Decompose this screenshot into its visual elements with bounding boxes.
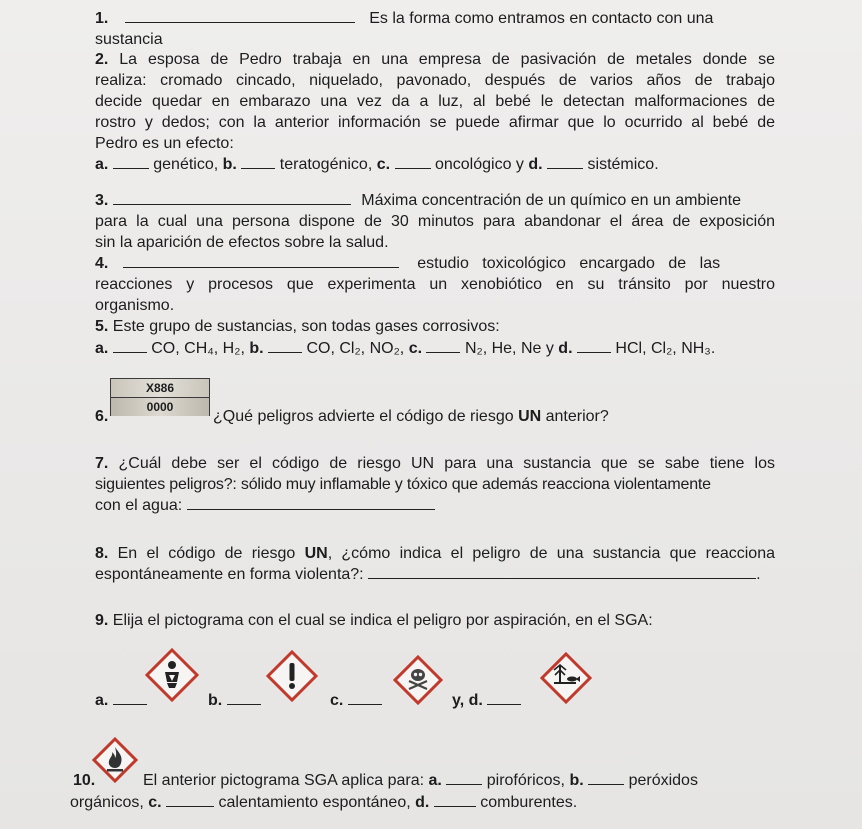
q6-text: ¿Qué peligros advierte el código de riesgo UN anterior? [213, 408, 609, 425]
q9-option-b-blank[interactable] [227, 690, 261, 705]
question-7 [95, 453, 775, 474]
question-4 [95, 253, 775, 274]
q10-line-1: El anterior pictograma SGA aplica para: a. pirofóricos, b. peróxidos [143, 772, 698, 789]
question-6 [95, 406, 775, 427]
exclamation-icon[interactable] [266, 650, 318, 702]
placard-un-number: 0000 [111, 397, 209, 416]
q10-number: 10. [73, 772, 96, 789]
q2-line-5: Pedro es un efecto: [95, 135, 234, 152]
q5-option-c-blank[interactable] [426, 338, 460, 353]
q1-text: Es la forma como entramos en contacto con una [369, 10, 714, 27]
q3-answer-blank[interactable] [113, 190, 351, 205]
q4-answer-blank[interactable] [123, 253, 399, 268]
q5-option-b-blank[interactable] [268, 338, 302, 353]
q4-line-2: reacciones y procesos que experimenta un xenobiótico en su tránsito por nuestro [95, 276, 775, 293]
q2-option-c-blank[interactable] [395, 154, 431, 169]
health-hazard-icon[interactable] [145, 648, 199, 702]
question-8: 8. En el código de riesgo UN, ¿cómo indica el peligro de una sustancia que reacciona [95, 545, 775, 562]
q5-option-a-blank[interactable] [113, 338, 147, 353]
q3-line-2: para la cual una persona dispone de 30 minutos para abandonar el área de exposición [95, 213, 775, 230]
q8-line-2: espontáneamente en forma violenta?: . [95, 566, 761, 583]
q2-option-a-blank[interactable] [113, 154, 149, 169]
q2-number: 2. [95, 51, 109, 68]
q2-option-c-text: oncológico y [434, 156, 524, 173]
q10-text: El anterior pictograma SGA aplica para: [143, 772, 425, 789]
q5-number: 5. [95, 318, 109, 335]
skull-crossbones-icon[interactable] [393, 655, 443, 705]
q2-option-b-blank[interactable] [241, 154, 275, 169]
q5-option-a-letter: a. [95, 340, 109, 357]
q2-option-a-text: genético, [153, 156, 219, 173]
question-1 [95, 8, 775, 29]
q5-option-d-text: HCl, Cl₂, NH₃. [615, 340, 716, 357]
q1-answer-blank[interactable] [125, 8, 355, 23]
q8-number: 8. [95, 545, 109, 562]
q3-number: 3. [95, 192, 109, 209]
q2-option-d-letter: d. [528, 156, 543, 173]
q2-line-3: decide quedar en embarazo una vez da a luz, al bebé le detectan malformaciones de [95, 93, 775, 110]
q7-answer-blank[interactable] [187, 495, 435, 510]
q10-option-d-blank[interactable] [434, 792, 476, 807]
q7-line-3: con el agua: [95, 495, 775, 516]
q10-option-b-blank[interactable] [588, 770, 624, 785]
q5-option-b-letter: b. [249, 340, 264, 357]
q5-option-d-letter: d. [558, 340, 573, 357]
worksheet-page: 1. Es la forma como entramos en contacto con una sustancia 2. La esposa de Pedro trabaja en una empresa de pasivación de metales donde se realiza: cromado cincado, niquelado, pavonado, después de varios años de trabajo decide quedar en embarazo una vez da a luz, al bebé le detectan malformaciones de rostro y dedos; con la anterior información se puede afirmar que lo ocurrido al bebé de Pedro es un efecto: a. genético, b. teratogénico, c. oncológico y d. sistémico. 3. Máxima concentración de un químico en un ambiente para la cual una persona dispone de 30 minutos para abandonar el área de exposición sin la aparición de efectos sobre la salud. 4. estudio toxicológico encargado de las reacciones y procesos que experimenta un xenobiótico en su tránsito por nuestro organismo. 5. Este grupo de sustancias, son todas gases corrosivos: a. CO, CH₄, H₂, b. CO, Cl₂, NO₂, c. N₂, He, Ne y d. HCl, Cl₂, NH₃. X886 0000 6. ¿Qué peligros advierte el código de riesgo UN anterior? 7. ¿Cuál debe ser el código de riesgo UN para una sustancia que se sabe tiene los siguientes peligros?: sólido muy inflamable y tóxico que además reacciona violentamente con el agua: 8. En el código de riesgo UN, ¿cómo indica el peligro de una sustancia que reacciona espontáneamente en forma violenta?: . 9. Elija el pictograma con el cual se indica el peligro por aspiración, en el SGA: a. b. c. y, d. 10. El anterior pictograma SGA aplica para: a. pirofóricos, b. peróxidos orgánicos, c. calentamiento espontáneo, d. comburentes. [0, 0, 862, 829]
q5-option-d-blank[interactable] [577, 338, 611, 353]
q4-text: estudio toxicológico encargado de las [417, 255, 721, 272]
q2-option-b-text: teratogénico, [279, 156, 373, 173]
q5-option-b-text: CO, Cl₂, NO₂, [306, 340, 405, 357]
q5-option-c-letter: c. [408, 340, 423, 357]
q2-options [95, 154, 775, 175]
question-2-line-1 [95, 49, 775, 70]
q10-option-a-blank[interactable] [446, 770, 482, 785]
q3-line-3: sin la aparición de efectos sobre la salud. [95, 234, 389, 251]
environment-icon[interactable] [540, 652, 592, 704]
question-5 [95, 316, 775, 337]
q8-answer-blank[interactable] [368, 564, 756, 579]
q5-option-c-text: N₂, He, Ne y [464, 340, 554, 357]
q7-number: 7. [95, 455, 109, 472]
placard-hazard-code: X886 [111, 379, 209, 397]
q7-line-2: siguientes peligros?: sólido muy inflamable y tóxico que además reacciona violentamente [95, 476, 711, 493]
q9-number: 9. [95, 612, 109, 629]
q4-line-3: organismo. [95, 297, 175, 314]
q2-option-c-letter: c. [376, 156, 391, 173]
q5-options [95, 338, 775, 359]
q9-option-a-blank[interactable] [113, 690, 147, 705]
q9-option-c-blank[interactable] [348, 690, 382, 705]
q2-text: La esposa de Pedro trabaja en una empresa de pasivación de metales donde se [119, 51, 775, 68]
q5-text: Este grupo de sustancias, son todas gases corrosivos: [112, 318, 500, 335]
q2-option-a-letter: a. [95, 156, 109, 173]
q5-option-a-text: CO, CH₄, H₂, [151, 340, 245, 357]
q10-line-2: orgánicos, c. calentamiento espontáneo, d. comburentes. [70, 794, 578, 811]
q2-option-b-letter: b. [222, 156, 237, 173]
question-9 [95, 610, 775, 631]
q1-number: 1. [95, 10, 109, 27]
q9-option-d-blank[interactable] [487, 690, 521, 705]
q2-line-2: realiza: cromado cincado, niquelado, pavonado, después de varios años de trabajo [95, 72, 775, 89]
q2-option-d-blank[interactable] [547, 154, 583, 169]
q4-number: 4. [95, 255, 109, 272]
flame-icon [92, 737, 138, 783]
q7-text: ¿Cuál debe ser el código de riesgo UN para una sustancia que se sabe tiene los [118, 455, 776, 472]
q2-option-d-text: sistémico. [587, 156, 659, 173]
q3-text: Máxima concentración de un químico en un ambiente [361, 192, 742, 209]
q1-text-cont: sustancia [95, 31, 163, 48]
q2-line-4: rostro y dedos; con la anterior información se puede afirmar que lo ocurrido al bebé de [95, 114, 775, 131]
q10-option-c-blank[interactable] [166, 792, 214, 807]
q9-text: Elija el pictograma con el cual se indica el peligro por aspiración, en el SGA: [112, 612, 653, 629]
q6-number: 6. [95, 408, 109, 425]
question-3 [95, 190, 775, 211]
